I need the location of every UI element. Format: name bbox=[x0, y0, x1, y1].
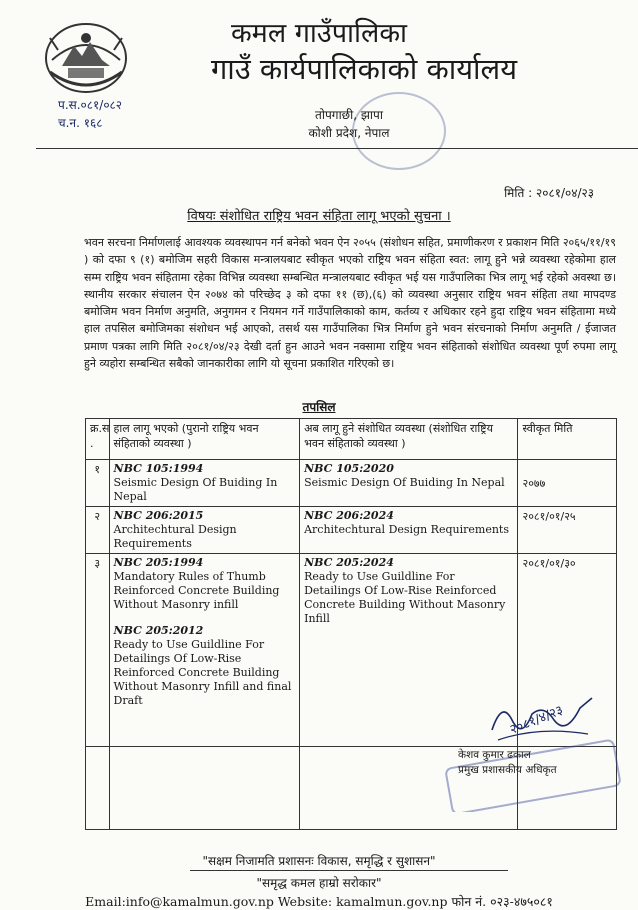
subject-text: विषयः संशोधित राष्ट्रिय भवन संहिता लागू भएको सुचना । bbox=[187, 209, 451, 224]
empty-cell bbox=[86, 747, 110, 830]
new-code: NBC 205:2024 bbox=[304, 556, 394, 569]
old-code-2: NBC 205:2012 bbox=[113, 624, 204, 637]
dispatch-number: च.न. १६८ bbox=[58, 116, 103, 130]
address-line-1: तोपगाछी, झापा bbox=[315, 108, 383, 122]
empty-cell bbox=[109, 747, 300, 830]
header-approved-date: स्वीकृत मिति bbox=[518, 419, 617, 460]
footer-motto-2: "समृद्ध कमल हाम्रो सरोकार" bbox=[256, 876, 382, 890]
office-subtitle: गाउँ कार्यपालिकाको कार्यालय bbox=[210, 52, 518, 86]
handwritten-date: २०८१/४/२३ bbox=[507, 702, 566, 738]
row-date: २०८१/०१/३० bbox=[518, 554, 617, 747]
table-row bbox=[86, 460, 617, 507]
new-code: NBC 105:2020 bbox=[304, 462, 394, 475]
row-old bbox=[109, 460, 300, 507]
signatory-title: प्रमुख प्रशासकीय अधिकृत bbox=[458, 764, 557, 776]
row-sn: ३ bbox=[86, 554, 110, 747]
address-line-2: कोशी प्रदेश, नेपाल bbox=[308, 126, 390, 140]
new-code: NBC 206:2024 bbox=[304, 509, 394, 522]
footer-contact: Email:info@kamalmun.gov.np Website: kamalmun.gov.np फोन नं. ०२३-४७५०८१ bbox=[85, 894, 553, 909]
row-new bbox=[300, 554, 518, 747]
header-sn: क्र.स . bbox=[86, 419, 110, 460]
table-header-row bbox=[86, 419, 617, 460]
row-new bbox=[300, 460, 518, 507]
new-desc: Ready to Use Guildline For Detailings Of Low-Rise Reinforced Concrete Building Without Masonry Infill bbox=[304, 570, 506, 625]
row-sn: २ bbox=[86, 507, 110, 554]
header-divider bbox=[36, 148, 638, 149]
signatory-name: केशव कुमार ढकाल bbox=[458, 749, 531, 761]
row-old bbox=[109, 554, 300, 747]
notice-subject bbox=[0, 206, 638, 224]
details-title: तपसिल bbox=[302, 400, 336, 414]
office-name: कमल गाउँपालिका bbox=[230, 18, 408, 49]
old-desc: Mandatory Rules of Thumb Reinforced Concrete Building Without Masonry infill bbox=[113, 570, 280, 611]
row-old bbox=[109, 507, 300, 554]
new-desc: Architechtural Design Requirements bbox=[304, 523, 509, 536]
reference-number: प.स.०८१/०८२ bbox=[58, 98, 123, 112]
new-desc: Seismic Design Of Buiding In Nepal bbox=[304, 476, 505, 489]
notice-date: मिति : २०८१/०४/२३ bbox=[504, 186, 594, 200]
row-date: २०८१/०१/२५ bbox=[518, 507, 617, 554]
table-row bbox=[86, 507, 617, 554]
header-new-code: अब लागू हुने संशोधित व्यवस्था (संशोधित राष्ट्रिय भवन संहिताको व्यवस्था ) bbox=[300, 419, 518, 460]
notice-body: भवन सरचना निर्माणलाई आवश्यक व्यवस्थापन गर्न बनेको भवन ऐन २०५५ (संशोधन सहित, प्रमाणीकरण र प्रकाशन मिति २०६५/११/१९ ) को दफा ९ (१) बमोजिम सहरी विकास मन्त्रालयबाट स्वीकृत भएको राष्ट्रिय भवन संहिता स्वत: लागू हुने भन्ने व्यवस्था रहेकोमा हाल सम्म राष्ट्रिय भवन संहितामा रहेका विभिन्न व्यवस्था सम्बन्धित मन्त्रालयबाट स्वीकृत भई यस गाउँपालिका भित्र लागू भई रहेको अवस्था छ। स्थानीय सरकार संचालन ऐन २०७४ को परिच्छेद ३ को दफा ११ (छ),(६) को व्यवस्था अनुसार राष्ट्रिय भवन संहिता तथा मापदण्ड बमोजिम भवन निर्माण अनुमति, अनुगमन र नियमन गर्ने गाउँपालिकाको काम, कर्तव्य र अधिकार रहने हुदा राष्ट्रिय भवन संहितामा मध्ये हाल तपसिल बमोजिमका संशोधन भई आएको, तसर्थ यस गाउँपालिका भित्र निर्माण हुने भवन संरचनाको निर्माण अनुमति / ईजाजत प्रमाण पत्रका लागि मिति २०८१/०४/२३ देखी दर्ता हुन आउने भवन नक्सामा राष्ट्रिय भवन संहिताको संशोधित व्यवस्था पूर्ण रुपमा लागू हुने व्यहोरा सम्बन्धित सबैको जानकारीका लागि यो सूचना प्रकाशित गरिएको छ। bbox=[84, 236, 616, 371]
row-date: २०७७ bbox=[518, 460, 617, 507]
old-code: NBC 205:1994 bbox=[113, 556, 204, 569]
row-new bbox=[300, 507, 518, 554]
row-sn: १ bbox=[86, 460, 110, 507]
old-desc: Architechtural Design Requirements bbox=[113, 523, 237, 550]
footer-motto-1: "सक्षम निजामति प्रशासनः विकास, समृद्धि र सुशासन" bbox=[202, 854, 436, 868]
footer-divider bbox=[190, 870, 508, 871]
old-code: NBC 206:2015 bbox=[113, 509, 204, 522]
old-code: NBC 105:1994 bbox=[113, 462, 204, 475]
header-old-code: हाल लागू भएको (पुरानो राष्ट्रिय भवन संहिताको व्यवस्था ) bbox=[109, 419, 300, 460]
old-desc: Seismic Design Of Buiding In Nepal bbox=[113, 476, 278, 503]
old-desc-2: Ready to Use Guildline For Detailings Of Low-Rise Reinforced Concrete Building Without Masonry Infill and final Draft bbox=[113, 638, 292, 707]
